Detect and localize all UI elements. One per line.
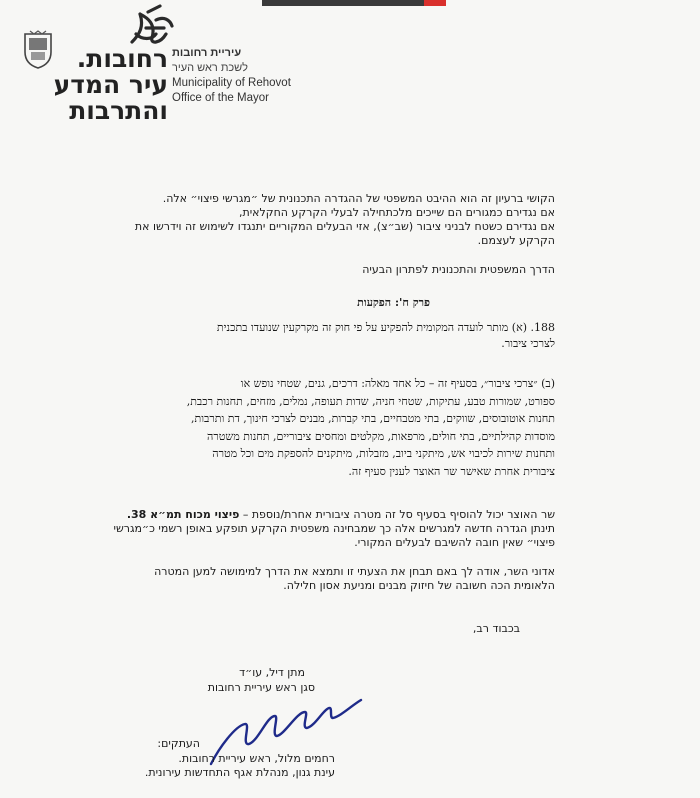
municipality-name-english: Municipality of Rehovot (172, 77, 291, 89)
intro-line: אם נגדירם כשטח לבניני ציבור (שב״צ), אזי הבעלים המקוריים יתנגדו לשימוש זה וידרשו את (134, 220, 555, 233)
clause-a-line: 188. (א) מותר לועדה המקומית להפקיע על פי חוק זה מקרקעין שנועדו בתכנית (216, 321, 555, 334)
clause-b-line: ציבורית אחרת שאישר שר האוצר לענין סעיף זה. (348, 464, 555, 478)
copy-recipient: עינת גנון, מנהלת אגף התחדשות עירונית. (144, 766, 335, 779)
city-slogan (40, 46, 168, 124)
clause-b-line: מוסדות קהילתיים, בתי חולים, מרפאות, מקלטים ומחסים ציבוריים, תחנות משטרה (207, 429, 555, 443)
minister-line (25, 508, 555, 522)
intro-line: אם נגדירם כמגורים הם שייכים מלכתחילה לבעלי הקרקע החקלאית, (238, 206, 555, 219)
city-slogan-line2: עיר המדע (53, 70, 168, 99)
signer-title: סגן ראש עיריית רחובות (207, 681, 315, 694)
window-title-bar (262, 0, 446, 6)
office-name-english: Office of the Mayor (172, 92, 269, 104)
clause-b-line: (ב) ״צרכי ציבור״, בסעיף זה – כל אחד מאלה: דרכים, גנים, שטחי נופש או (240, 377, 555, 390)
minister-line: תינתן הגדרה חדשה למגרשים אלה כך שמבחינה משפטית הקרקע תופקע באופן רשמי כ״מגרשי (113, 522, 555, 535)
copies-list (35, 752, 335, 780)
clause-b-line: ותחנות שירות לכיבוי אש, מיתקני ביוב, מזבלות, מיתקנים להספקת מים וכל מטרה (212, 447, 555, 460)
closing-line: אדוני השר, אודה לך באם תבחן את הצעתי זו ותמצא את הדרך למימושה למען המטרה (154, 565, 555, 578)
clause-b-line: תחנות אוטובוסים, שווקים, בתי מטבחיים, בתי קברות, מבנים לצרכי חינוך, דת ותרבות, (191, 412, 555, 425)
closing-line: הלאומית הכה חשובה של חיזוק מבנים ומניעת אסון חלילה. (283, 579, 555, 592)
intro-paragraph (45, 192, 555, 248)
city-slogan-line3: והתרבות (69, 96, 168, 125)
clause-a-line: לצרכי ציבור. (501, 337, 555, 350)
regards: בכבוד רב, (472, 622, 520, 635)
office-name-hebrew: לשכת ראש העיר (172, 62, 248, 74)
close-button[interactable] (424, 0, 446, 6)
copies-label: העתקים: (157, 737, 200, 750)
minister-line-emphasis: פיצוי מכוח תמ״א 38. (126, 508, 240, 521)
minister-paragraph (25, 508, 555, 550)
intro-line: הקרקע לעצמם. (477, 234, 555, 247)
clause-b-line: ספורט, שמורות טבע, עתיקות, שטחי חניה, שדות תעופה, נמלים, מזחים, תחנות רכבת, (186, 394, 555, 408)
closing-paragraph (45, 565, 555, 593)
chapter-heading: פרק ח': הפקעות (357, 296, 430, 309)
municipality-name-hebrew: עיריית רחובות (172, 47, 242, 59)
signer-name: מתן דיל, עו״ד (239, 666, 305, 679)
copy-recipient: רחמים מלול, ראש עיריית רחובות. (178, 752, 335, 765)
intro-line: הקושי ברעיון זה הוא ההיבט המשפטי של ההגדרה התכנונית של ״מגרשי פיצוי״ אלה. (162, 192, 555, 205)
minister-line-text: שר האוצר יכול להוסיף בסעיף סל זה מטרה ציבורית אחרת/נוספת – (239, 508, 555, 521)
clause-b (15, 375, 555, 480)
minister-line: פיצוי״ שאין חובה להשיבם לבעלים המקורי. (354, 536, 555, 549)
clause-a (35, 320, 555, 352)
path-line: הדרך המשפטית והתכנונית לפתרון הבעיה (362, 263, 555, 276)
city-slogan-line1: רחובות. (76, 44, 168, 73)
letterhead-text (172, 46, 312, 106)
